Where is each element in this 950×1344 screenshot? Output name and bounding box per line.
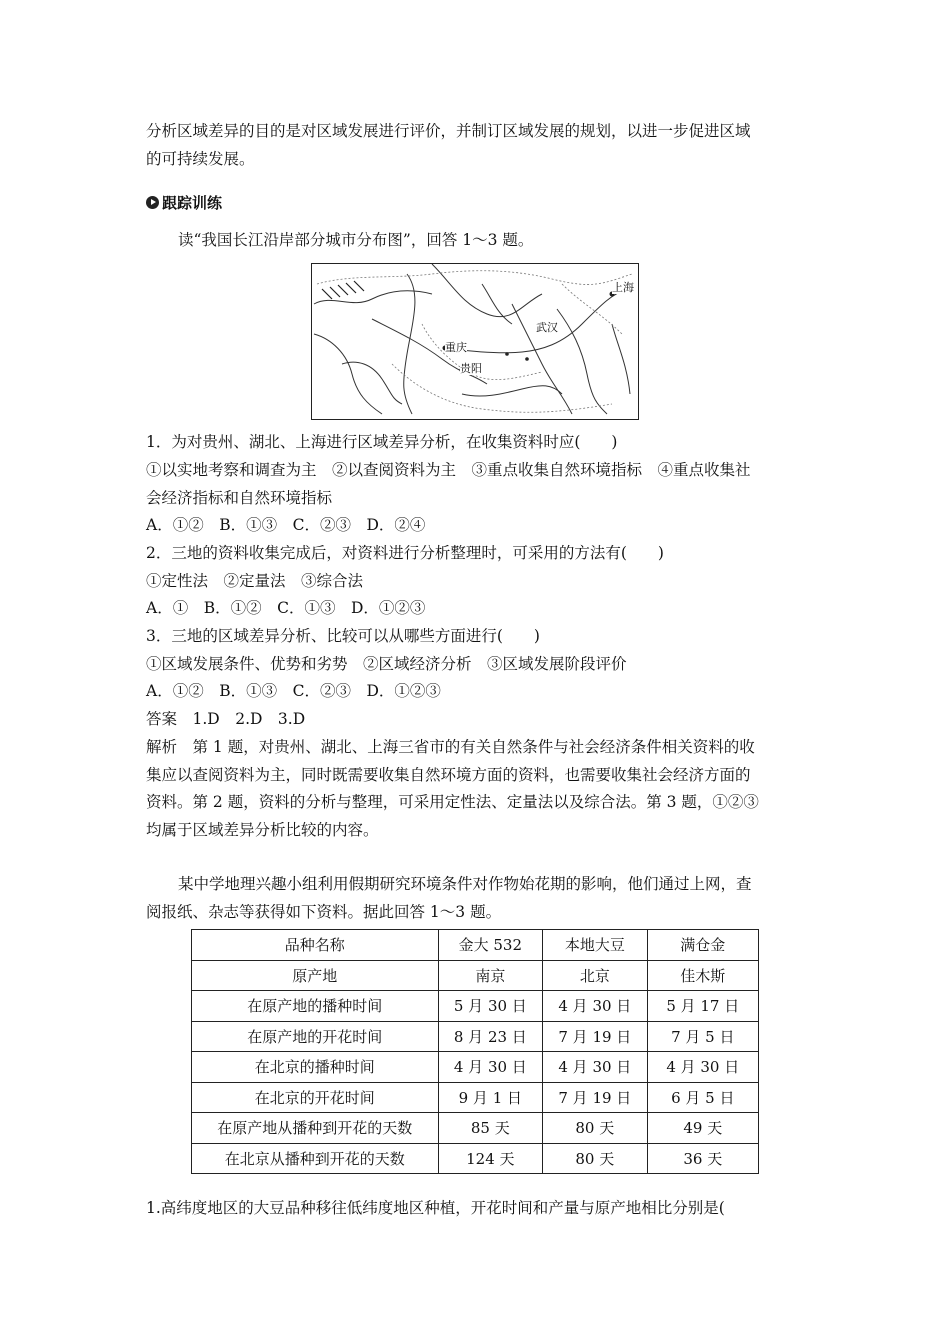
q2-options: ①定性法 ②定量法 ③综合法 [146, 572, 364, 590]
analysis-line-3: 资料。第 2 题，资料的分析与整理，可采用定性法、定量法以及综合法。第 3 题，①②③ [146, 793, 759, 811]
table-cell: 9 月 1 日 [438, 1082, 543, 1113]
question-next-stem: 1.高纬度地区的大豆品种移往低纬度地区种植，开花时间和产量与原产地相比分别是( [146, 1199, 725, 1217]
passage2-line-2: 阅报纸、杂志等获得如下资料。据此回答 1～3 题。 [146, 903, 502, 921]
analysis-line-1: 解析 第 1 题，对贵州、湖北、上海三省市的有关自然条件与社会经济条件相关资料的收 [146, 738, 755, 756]
table-cell: 原产地 [192, 960, 439, 991]
table-cell: 在北京的开花时间 [192, 1082, 439, 1113]
q3-stem: 3．三地的区域差异分析、比较可以从哪些方面进行( ) [146, 627, 540, 645]
table-cell: 5 月 30 日 [438, 991, 543, 1022]
city-label-shanghai: 上海 [612, 281, 634, 294]
table-cell: 在北京从播种到开花的天数 [192, 1143, 439, 1174]
table-cell: 在原产地的开花时间 [192, 1021, 439, 1052]
table-cell: 品种名称 [192, 930, 439, 961]
q1-stem: 1．为对贵州、湖北、上海进行区域差异分析，在收集资料时应( ) [146, 433, 618, 451]
table-cell: 满仓金 [647, 930, 758, 961]
table-cell: 7 月 19 日 [543, 1021, 647, 1052]
table-cell: 5 月 17 日 [647, 991, 758, 1022]
map-drawing [312, 264, 638, 419]
table-row [192, 1113, 759, 1144]
q2-stem: 2．三地的资料收集完成后，对资料进行分析整理时，可采用的方法有( ) [146, 544, 664, 562]
table-cell: 4 月 30 日 [543, 1052, 647, 1083]
soybean-data-table [191, 929, 759, 1174]
table-row [192, 930, 759, 961]
table-row [192, 960, 759, 991]
table-cell: 佳木斯 [647, 960, 758, 991]
analysis-line-4: 均属于区域差异分析比较的内容。 [146, 821, 379, 839]
table-row [192, 1082, 759, 1113]
reading-prompt: 读“我国长江沿岸部分城市分布图”，回答 1～3 题。 [178, 231, 534, 249]
q1-options-line-1: ①以实地考察和调查为主 ②以查阅资料为主 ③重点收集自然环境指标 ④重点收集社 [146, 461, 751, 479]
table-cell: 124 天 [438, 1143, 543, 1174]
table-cell: 在原产地的播种时间 [192, 991, 439, 1022]
q3-choices: A．①② B．①③ C．②③ D．①②③ [146, 682, 441, 700]
table-cell: 80 天 [543, 1143, 647, 1174]
table-cell: 北京 [543, 960, 647, 991]
table-cell: 在原产地从播种到开花的天数 [192, 1113, 439, 1144]
q3-options: ①区域发展条件、优势和劣势 ②区域经济分析 ③区域发展阶段评价 [146, 655, 627, 673]
table-cell: 4 月 30 日 [438, 1052, 543, 1083]
table-cell: 金大 532 [438, 930, 543, 961]
table-cell: 7 月 19 日 [543, 1082, 647, 1113]
intro-line-1: 分析区域差异的目的是对区域发展进行评价，并制订区域发展的规划，以进一步促进区域 [146, 122, 751, 140]
answer-line: 答案 1.D 2.D 3.D [146, 710, 306, 728]
table-cell: 36 天 [647, 1143, 758, 1174]
table-row [192, 1052, 759, 1083]
table-row [192, 1143, 759, 1174]
table-cell: 85 天 [438, 1113, 543, 1144]
table-row [192, 991, 759, 1022]
table-cell: 6 月 5 日 [647, 1082, 758, 1113]
q1-choices: A．①② B．①③ C．②③ D．②④ [146, 516, 426, 534]
table-cell: 4 月 30 日 [543, 991, 647, 1022]
yangtze-city-map [311, 263, 639, 420]
intro-line-2: 的可持续发展。 [146, 150, 255, 168]
passage2-line-1: 某中学地理兴趣小组利用假期研究环境条件对作物始花期的影响，他们通过上网，查 [178, 875, 752, 893]
section-title: 跟踪训练 [162, 194, 223, 212]
q2-choices: A．① B．①② C．①③ D．①②③ [146, 599, 426, 617]
city-label-chongqing: 重庆 [445, 341, 467, 354]
city-label-guiyang: 贵阳 [460, 362, 482, 375]
play-circle-icon [146, 196, 159, 209]
city-label-wuhan: 武汉 [536, 321, 558, 334]
table-cell: 8 月 23 日 [438, 1021, 543, 1052]
table-cell: 49 天 [647, 1113, 758, 1144]
analysis-line-2: 集应以查阅资料为主，同时既需要收集自然环境方面的资料，也需要收集社会经济方面的 [146, 766, 751, 784]
q1-options-line-2: 会经济指标和自然环境指标 [146, 489, 333, 507]
table-cell: 南京 [438, 960, 543, 991]
table-cell: 80 天 [543, 1113, 647, 1144]
section-heading [146, 192, 222, 213]
table-row [192, 1021, 759, 1052]
table-cell: 在北京的播种时间 [192, 1052, 439, 1083]
table-cell: 本地大豆 [543, 930, 647, 961]
table-cell: 7 月 5 日 [647, 1021, 758, 1052]
table-cell: 4 月 30 日 [647, 1052, 758, 1083]
